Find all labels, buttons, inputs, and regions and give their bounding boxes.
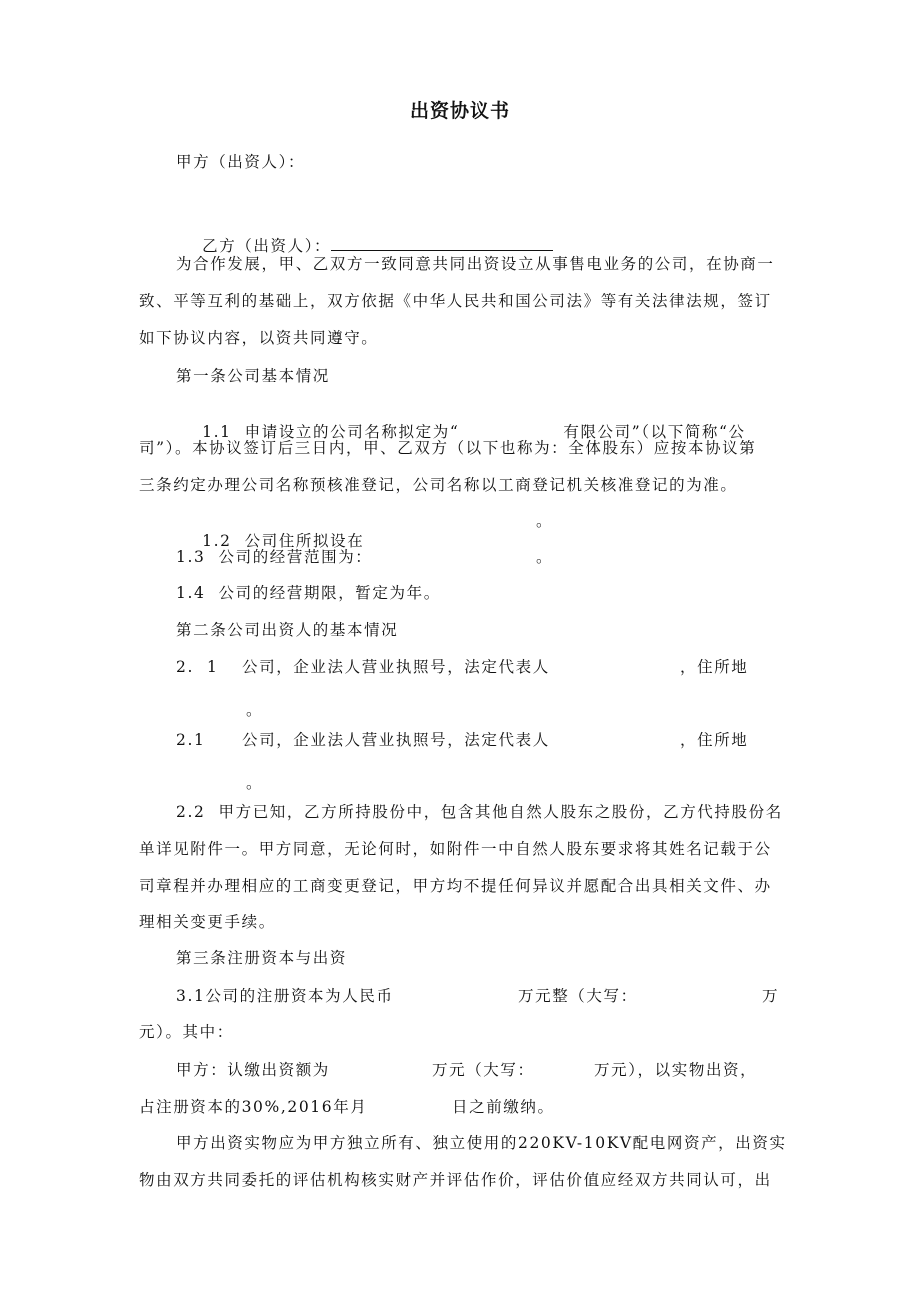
clause-1-1-text: 有限公司”（以下简称“公 [563,423,746,441]
physical-contribution-line: 甲方出资实物应为甲方独立所有、独立使用的220KV-10KV配电网资产，出资实 [176,1134,787,1152]
party-a-contribution: 甲方：认缴出资额为 [176,1061,330,1079]
party-b-blank [331,236,553,251]
physical-contribution-line: 物由双方共同委托的评估机构核实财产并评估作价，评估价值应经双方共同认可，出 [139,1171,772,1189]
party-a-contribution-d: 占注册资本的30%,2016年月 [139,1098,368,1116]
clause-1-1-text: 1.1 申请设立的公司名称拟定为“ [202,423,460,441]
clause-3-1-d: 元）。其中： [139,1023,234,1041]
clause-1-3: 1.3 公司的经营范围为： [176,548,373,566]
clause-2-1b-num: 2.1 [176,731,206,749]
clause-2-1b-tail: ，住所地 [680,731,749,749]
party-a-contribution-c: 万元），以实物出资， [594,1061,758,1079]
clause-2-2-line: 理相关变更手续。 [139,913,276,931]
intro-line: 为合作发展，甲、乙双方一致同意共同出资设立从事售电业务的公司，在协商一 [176,255,775,273]
clause-1-2-text: 1.2 公司住所拟设在 [202,532,365,550]
clause-2-2-line: 2.2 甲方已知，乙方所持股份中，包含其他自然人股东之股份，乙方代持股份名 [176,803,783,821]
party-a-line: 甲方（出资人）： [176,153,306,171]
clause-1-4: 1.4 公司的经营期限，暂定为年。 [176,584,441,602]
party-a-contribution-b: 万元（大写： [432,1061,535,1079]
clause-3-1-b: 万元整（大写： [518,987,638,1005]
article-2-heading: 第二条公司出资人的基本情况 [176,621,399,639]
clause-1-1-line: 司”）。本协议签订后三日内，甲、乙双方（以下也称为：全体股东）应按本协议第 [139,439,757,457]
clause-2-1a-text: 公司，企业法人营业执照号，法定代表人 [242,658,550,676]
clause-2-1b-text: 公司，企业法人营业执照号，法定代表人 [242,731,550,749]
article-1-heading: 第一条公司基本情况 [176,367,330,385]
intro-line: 致、平等互利的基础上，双方依据《中华人民共和国公司法》等有关法律法规，签订 [139,292,772,310]
clause-2-1a-end: 。 [246,701,264,719]
clause-1-3-end: 。 [536,548,554,566]
clause-2-1b-end: 。 [246,774,264,792]
clause-1-1-line: 三条约定办理公司名称预核准登记，公司名称以工商登记机关核准登记的为准。 [139,476,738,494]
clause-3-1-a: 3.1公司的注册资本为人民币 [176,987,394,1005]
clause-2-2-line: 单详见附件一。甲方同意，无论何时，如附件一中自然人股东要求将其姓名记载于公 [139,840,772,858]
article-3-heading: 第三条注册资本与出资 [176,949,348,967]
clause-2-1a-tail: ，住所地 [680,658,749,676]
page-title: 出资协议书 [409,100,510,122]
clause-2-1a-num: 2. 1 [176,658,219,676]
clause-3-1-c: 万 [762,987,780,1005]
party-b-label: 乙方（出资人）： [202,237,332,255]
clause-2-2-line: 司章程并办理相应的工商变更登记，甲方均不提任何异议并愿配合出具相关文件、办 [139,877,772,895]
clause-1-2-end: 。 [536,512,554,530]
intro-line: 如下协议内容，以资共同遵守。 [139,329,379,347]
party-a-contribution-e: 日之前缴纳。 [452,1098,555,1116]
